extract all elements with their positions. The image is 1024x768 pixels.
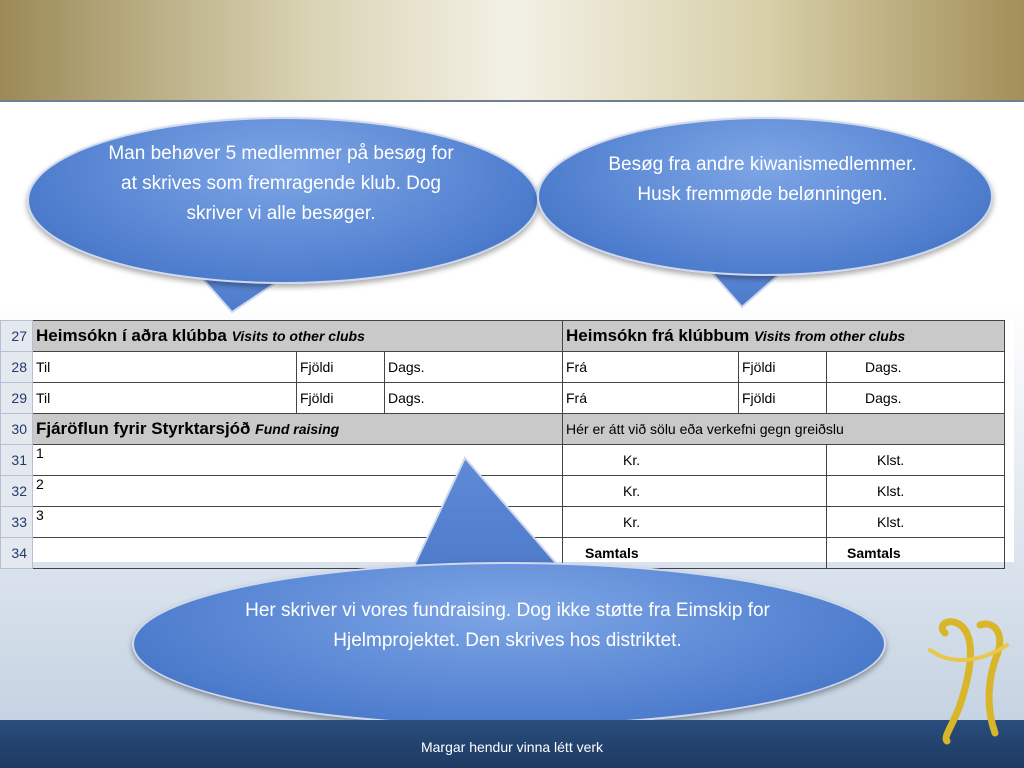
fund-title: Fjáröflun fyrir Styrktarsjóð: [36, 419, 251, 438]
date-cell: Dags.: [385, 352, 563, 383]
row-number: 33: [1, 507, 33, 538]
visits-to-title: Heimsókn í aðra klúbba: [36, 326, 227, 345]
count-cell: Fjöldi: [739, 352, 827, 383]
row-number: 30: [1, 414, 33, 445]
visits-to-subtitle: Visits to other clubs: [231, 328, 365, 344]
fund-item: 1: [33, 445, 563, 476]
count-cell: Fjöldi: [739, 383, 827, 414]
right-callout-text: Besøg fra andre kiwanismedlemmer. Husk fremmøde belønningen.: [608, 154, 917, 205]
klst-cell: Klst.: [827, 476, 1005, 507]
klst-cell: Klst.: [827, 507, 1005, 538]
bottom-callout-text: Her skriver vi vores fundraising. Dog ikke støtte fra Eimskip for Hjelmprojektet. Den skrives hos distriktet.: [245, 600, 770, 651]
row-number: 29: [1, 383, 33, 414]
fund-item: 3: [33, 507, 563, 538]
kr-cell: Kr.: [563, 445, 827, 476]
fund-subtitle: Fund raising: [255, 421, 340, 437]
row-number: 31: [1, 445, 33, 476]
total-cell: Samtals: [563, 538, 827, 569]
kiwanis-logo-icon: [925, 615, 1015, 745]
row-number: 28: [1, 352, 33, 383]
fund-item: 2: [33, 476, 563, 507]
footer-motto: Margar hendur vinna létt verk: [420, 739, 604, 755]
kr-cell: Kr.: [563, 476, 827, 507]
date-cell: Dags.: [827, 352, 1005, 383]
kr-cell: Kr.: [563, 507, 827, 538]
to-cell: Til: [33, 383, 297, 414]
row-number: 34: [1, 538, 33, 569]
fund-note: Hér er átt við sölu eða verkefni gegn greiðslu: [563, 414, 1005, 445]
total-cell: Samtals: [827, 538, 1005, 569]
row-number: 32: [1, 476, 33, 507]
klst-cell: Klst.: [827, 445, 1005, 476]
from-cell: Frá: [563, 383, 739, 414]
date-cell: Dags.: [385, 383, 563, 414]
visits-from-title: Heimsókn frá klúbbum: [566, 326, 750, 345]
left-callout-text: Man behøver 5 medlemmer på besøg for at skrives som fremragende klub. Dog skriver vi alle besøger.: [108, 143, 454, 224]
date-cell: Dags.: [827, 383, 1005, 414]
visits-from-subtitle: Visits from other clubs: [754, 328, 906, 344]
from-cell: Frá: [563, 352, 739, 383]
count-cell: Fjöldi: [297, 352, 385, 383]
row-number: 27: [1, 321, 33, 352]
count-cell: Fjöldi: [297, 383, 385, 414]
to-cell: Til: [33, 352, 297, 383]
